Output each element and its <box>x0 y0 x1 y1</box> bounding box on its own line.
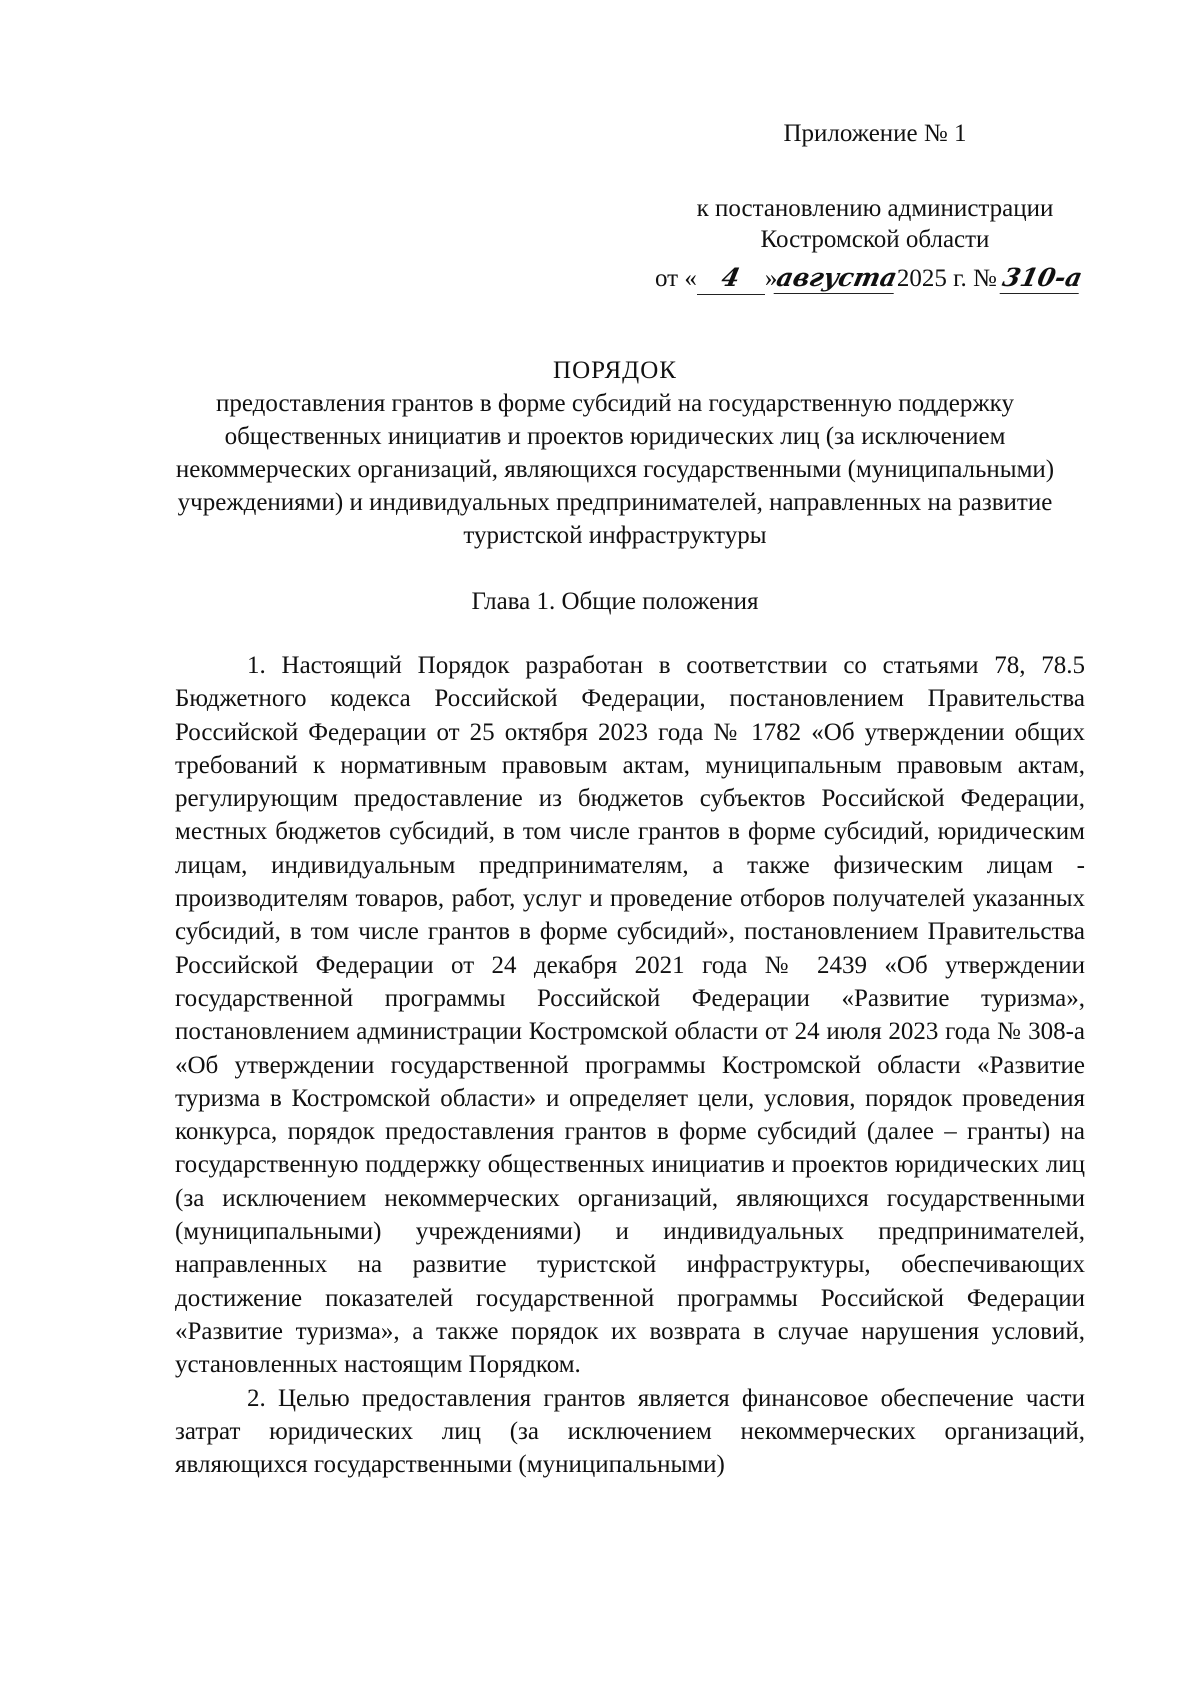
title-main: ПОРЯДОК <box>553 357 677 384</box>
date-day-handwritten: 4 <box>697 262 765 295</box>
decree-reference <box>660 193 1090 255</box>
decree-date-line <box>655 262 1086 295</box>
decree-reference-line1: к постановлению администрации <box>696 195 1054 222</box>
decree-number-handwritten: 310-а <box>1000 263 1086 292</box>
date-prefix: от « <box>655 265 697 292</box>
body-text <box>175 649 1085 1481</box>
date-month-separator: » <box>764 265 778 292</box>
chapter-heading: Глава 1. Общие положения <box>471 588 759 615</box>
title-subtitle: предоставления грантов в форме субсидий на государственную поддержку общественных инициатив и проектов юридических лиц (за исключением некоммерческих организаций, являющихся государственными (муниципальными) учреждениями) и индивидуальных предпринимателей, направленных на развитие туристской инфраструктуры <box>175 390 1055 549</box>
date-year: 2025 г. № <box>896 265 997 292</box>
appendix-label: Приложение № 1 <box>783 120 967 147</box>
document-title <box>140 354 1090 552</box>
paragraph-2: 2. Целью предоставления грантов является финансовое обеспечение части затрат юридических лиц (за исключением некоммерческих организаций, являющихся государственными (муниципальными) <box>175 1384 1085 1479</box>
date-month-handwritten: августа <box>774 263 901 292</box>
decree-reference-line2: Костромской области <box>760 226 990 253</box>
paragraph-1: 1. Настоящий Порядок разработан в соответствии со статьями 78, 78.5 Бюджетного кодекса Российской Федерации, постановлением Правительства Российской Федерации от 25 октября 2023 года № 1782 «Об утверждении общих требований к нормативным правовым актам, муниципальным правовым актам, регулирующим предоставление из бюджетов субъектов Российской Федерации, местных бюджетов субсидий, в том числе грантов в форме субсидий, юридическим лицам, индивидуальным предпринимателям, а также физическим лицам - производителям товаров, работ, услуг и проведение отборов получателей указанных субсидий, в том числе грантов в форме субсидий», постановлением Правительства Российской Федерации от 24 декабря 2021 года № 2439 «Об утверждении государственной программы Российской Федерации «Развитие туризма», постановлением администрации Костромской области от 24 июля 2023 года № 308-а «Об утверждении государственной программы Костромской области «Развитие туризма в Костромской области» и определяет цели, условия, порядок проведения конкурса, порядок предоставления грантов в форме субсидий (далее – гранты) на государственную поддержку общественных инициатив и проектов юридических лиц (за исключением некоммерческих организаций, являющихся государственными (муниципальными) учреждениями) и индивидуальных предпринимателей, направленных на развитие туристской инфраструктуры, обеспечивающих достижение показателей государственной программы Российской Федерации «Развитие туризма», а также порядок их возврата в случае нарушения условий, установленных настоящим Порядком. <box>175 652 1085 1379</box>
